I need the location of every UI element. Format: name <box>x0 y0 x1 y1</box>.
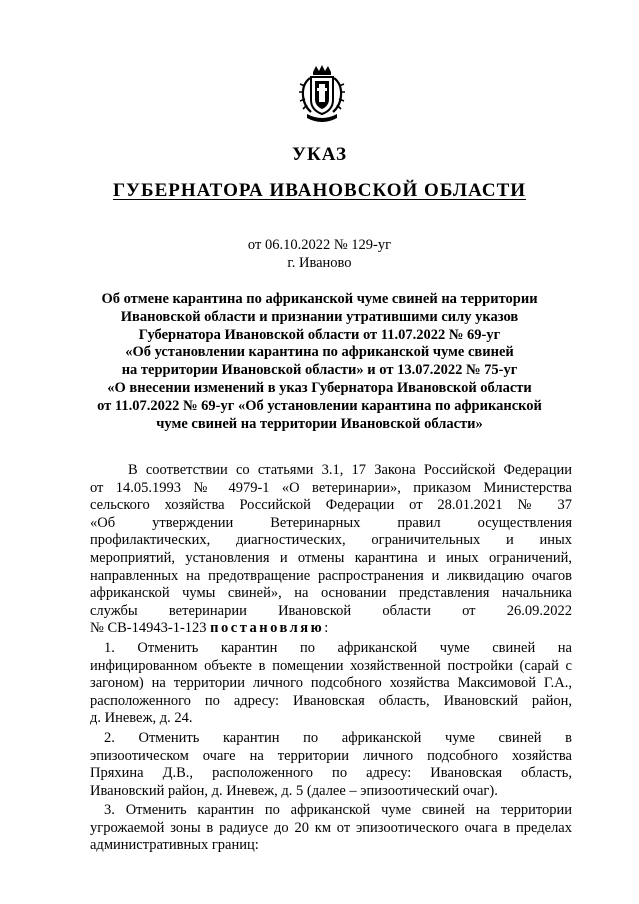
title-line: Ивановской области и признании утратившими силу указов <box>120 308 519 325</box>
title-line: «О внесении изменений в указ Губернатора Ивановской области <box>107 379 532 396</box>
document-type-heading: УКАЗ <box>292 144 347 165</box>
preamble-line: африканской чумы свиней», на основании представления начальника <box>90 585 572 602</box>
authority-heading-text: ГУБЕРНАТОРА ИВАНОВСКОЙ ОБЛАСТИ <box>112 180 527 201</box>
item-line: расположенного по адресу: Ивановская область, Ивановский район, <box>90 692 572 709</box>
document-body <box>90 462 572 857</box>
title-line: Об отмене карантина по африканской чуме свиней на территории <box>101 291 538 307</box>
preamble-line: В соответствии со статьями 3.1, 17 Закона Российской Федерации <box>128 462 572 478</box>
decree-colon: : <box>324 620 329 637</box>
item-line: административных границ: <box>90 837 259 854</box>
item-line: Пряхина Д.В., расположенного по адресу: Ивановская область, <box>90 765 572 782</box>
city-line: г. Иваново <box>287 255 352 271</box>
item-3-paragraph <box>90 802 572 855</box>
preamble-line: мероприятий, установления и отмены карантина и иных ограничений, <box>90 549 572 566</box>
preamble-line: службы ветеринарии Ивановской области от 26.09.2022 <box>90 602 572 619</box>
item-line: 2. Отменить карантин по африканской чуме свиней в <box>104 729 572 746</box>
item-1-paragraph <box>90 640 572 728</box>
order-number: № СВ-14943-1-123 <box>90 620 211 637</box>
preamble-line: от 14.05.1993 № 4979-1 «О ветеринарии», приказом Министерства <box>90 479 572 496</box>
document-meta <box>0 236 639 272</box>
item-line: 1. Отменить карантин по африканской чуме свиней на <box>104 639 572 656</box>
item-2-paragraph <box>90 730 572 800</box>
preamble-line: «Об утверждении Ветеринарных правил осуществления <box>90 514 572 531</box>
coat-of-arms-icon <box>297 64 347 124</box>
document-title <box>60 291 579 433</box>
preamble-final-line <box>90 620 572 638</box>
title-line: на территории Ивановской области» и от 13.07.2022 № 75-уг <box>121 362 518 379</box>
preamble-line: профилактических, диагностических, ограничительных и иных <box>90 532 572 549</box>
decree-word: постановляю <box>210 620 325 637</box>
preamble-line: сельского хозяйства Российской Федерации от 28.01.2021 № 37 <box>90 497 572 514</box>
item-line: загоном) на территории личного подсобного хозяйства Максимовой Г.А., <box>90 675 572 692</box>
item-line: угрожаемой зоны в радиусе до 20 км от эпизоотического очага в пределах <box>90 819 572 836</box>
item-line: инфицированном объекте в помещении хозяйственной постройки (сарай с <box>90 657 572 674</box>
item-line: Ивановский район, д. Иневеж, д. 5 (далее – эпизоотический очаг). <box>90 782 498 799</box>
authority-heading <box>0 180 639 202</box>
title-line: «Об установлении карантина по африканской чуме свиней <box>125 344 514 361</box>
preamble-line: направленных на предотвращение распространения и ликвидацию очагов <box>90 567 572 584</box>
preamble-paragraph <box>90 462 572 638</box>
item-line: эпизоотическом очаге на территории личного подсобного хозяйства <box>90 747 572 764</box>
title-line: от 11.07.2022 № 69-уг «Об установлении карантина по африканской <box>97 397 542 414</box>
item-line: 3. Отменить карантин по африканской чуме свиней на территории <box>104 802 572 819</box>
title-line: чуме свиней на территории Ивановской области» <box>156 415 483 432</box>
item-line: д. Иневеж, д. 24. <box>90 710 193 727</box>
date-number-line: от 06.10.2022 № 129-уг <box>247 237 392 253</box>
title-line: Губернатора Ивановской области от 11.07.2022 № 69-уг <box>138 326 501 343</box>
